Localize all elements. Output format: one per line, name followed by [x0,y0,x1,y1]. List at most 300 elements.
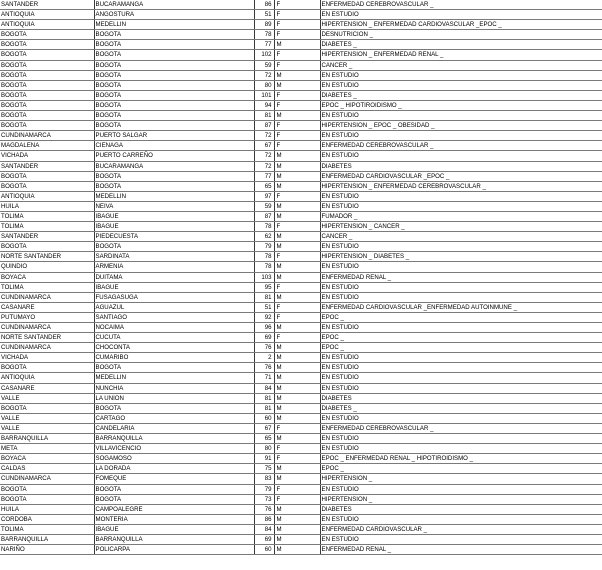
condition-cell: EN ESTUDIO [320,484,602,494]
age-cell: 101 [254,90,274,100]
municipality-cell: IBAGUE [94,211,254,221]
table-row [0,171,602,181]
table-row [0,181,602,191]
municipality-cell: SARDINATA [94,252,254,262]
municipality-cell: IBAGUE [94,282,254,292]
department-cell: CUNDINAMARCA [0,292,94,302]
sex-cell: M [274,413,320,423]
sex-cell: F [274,444,320,454]
age-cell: 102 [254,50,274,60]
condition-cell: EN ESTUDIO [320,242,602,252]
age-cell: 86 [254,0,274,10]
sex-cell: M [274,272,320,282]
sex-cell: M [274,80,320,90]
age-cell: 87 [254,121,274,131]
municipality-cell: DUITAMA [94,272,254,282]
department-cell: BOGOTA [0,111,94,121]
condition-cell: HIPERTENSION _ ENFERMEDAD RENAL _ [320,50,602,60]
sex-cell: M [274,514,320,524]
age-cell: 81 [254,111,274,121]
municipality-cell: MEDELLIN [94,20,254,30]
sex-cell: M [274,242,320,252]
age-cell: 77 [254,40,274,50]
department-cell: BOGOTA [0,90,94,100]
municipality-cell: IBAGUE [94,524,254,534]
department-cell: BOGOTA [0,171,94,181]
table-row [0,0,602,10]
table-row [0,262,602,272]
department-cell: PUTUMAYO [0,312,94,322]
sex-cell: F [274,252,320,262]
sex-cell: M [274,70,320,80]
municipality-cell: LA DORADA [94,464,254,474]
condition-cell: EPOC _ HIPOTIROIDISMO _ [320,100,602,110]
sex-cell: F [274,423,320,433]
age-cell: 94 [254,100,274,110]
department-cell: BOGOTA [0,242,94,252]
age-cell: 59 [254,60,274,70]
department-cell: VALLE [0,423,94,433]
sex-cell: M [274,40,320,50]
age-cell: 51 [254,302,274,312]
table-row [0,413,602,423]
condition-cell: EN ESTUDIO [320,363,602,373]
sex-cell: F [274,191,320,201]
sex-cell: M [274,292,320,302]
sex-cell: M [274,211,320,221]
department-cell: VICHADA [0,151,94,161]
age-cell: 103 [254,272,274,282]
sex-cell: M [274,534,320,544]
condition-cell: EN ESTUDIO [320,131,602,141]
municipality-cell: BOGOTA [94,171,254,181]
sex-cell: M [274,323,320,333]
table-row [0,90,602,100]
condition-cell: DIABETES [320,393,602,403]
sex-cell: F [274,282,320,292]
municipality-cell: BOGOTA [94,40,254,50]
municipality-cell: MEDELLIN [94,191,254,201]
age-cell: 76 [254,343,274,353]
sex-cell: M [274,201,320,211]
table-row [0,151,602,161]
condition-cell: EN ESTUDIO [320,353,602,363]
municipality-cell: BOGOTA [94,90,254,100]
municipality-cell: BOGOTA [94,60,254,70]
age-cell: 84 [254,383,274,393]
condition-cell: DESNUTRICION _ [320,30,602,40]
municipality-cell: ARMENIA [94,262,254,272]
sex-cell: M [274,151,320,161]
municipality-cell: POLICARPA [94,545,254,555]
department-cell: TOLIMA [0,282,94,292]
condition-cell: HIPERTENSION _ [320,494,602,504]
sex-cell: F [274,131,320,141]
municipality-cell: NEIVA [94,201,254,211]
condition-cell: ENFERMEDAD CEREBROVASCULAR _ [320,0,602,10]
condition-cell: ENFERMEDAD CEREBROVASCULAR _ [320,141,602,151]
department-cell: MAGDALENA [0,141,94,151]
age-cell: 89 [254,20,274,30]
condition-cell: CANCER _ [320,232,602,242]
table-row [0,191,602,201]
sex-cell: M [274,353,320,363]
table-row [0,524,602,534]
municipality-cell: AGUAZUL [94,302,254,312]
condition-cell: EN ESTUDIO [320,80,602,90]
age-cell: 79 [254,242,274,252]
municipality-cell: PUERTO CARREÑO [94,151,254,161]
municipality-cell: MONTERIA [94,514,254,524]
table-row [0,201,602,211]
municipality-cell: BARRANQUILLA [94,434,254,444]
table-row [0,333,602,343]
municipality-cell: BOGOTA [94,50,254,60]
department-cell: ANTIOQUIA [0,20,94,30]
age-cell: 65 [254,434,274,444]
age-cell: 72 [254,151,274,161]
sex-cell: M [274,403,320,413]
age-cell: 73 [254,494,274,504]
sex-cell: M [274,434,320,444]
sex-cell: F [274,141,320,151]
sex-cell: F [274,222,320,232]
table-row [0,70,602,80]
municipality-cell: ANGOSTURA [94,10,254,20]
sex-cell: F [274,484,320,494]
municipality-cell: CUMARIBO [94,353,254,363]
age-cell: 79 [254,484,274,494]
table-row [0,100,602,110]
department-cell: BOGOTA [0,100,94,110]
table-row [0,323,602,333]
department-cell: VALLE [0,413,94,423]
table-row [0,474,602,484]
table-row [0,343,602,353]
age-cell: 80 [254,80,274,90]
condition-cell: DIABETES _ [320,403,602,413]
age-cell: 78 [254,30,274,40]
municipality-cell: BOGOTA [94,111,254,121]
table-row [0,80,602,90]
condition-cell: EN ESTUDIO [320,434,602,444]
sex-cell: M [274,181,320,191]
condition-cell: ENFERMEDAD RENAL _ [320,545,602,555]
table-row [0,393,602,403]
department-cell: BARRANQUILLA [0,434,94,444]
age-cell: 69 [254,534,274,544]
table-row [0,464,602,474]
condition-cell: EN ESTUDIO [320,191,602,201]
age-cell: 91 [254,454,274,464]
condition-cell: EPOC _ ENFERMEDAD RENAL _ HIPOTIROIDISMO _ [320,454,602,464]
department-cell: BOGOTA [0,80,94,90]
department-cell: HUILA [0,201,94,211]
department-cell: BOGOTA [0,50,94,60]
age-cell: 72 [254,131,274,141]
department-cell: CASANARE [0,302,94,312]
table-row [0,131,602,141]
condition-cell: EN ESTUDIO [320,70,602,80]
department-cell: BOGOTA [0,30,94,40]
department-cell: CUNDINAMARCA [0,131,94,141]
table-row [0,242,602,252]
sex-cell: F [274,454,320,464]
condition-cell: EPOC _ [320,343,602,353]
sex-cell: F [274,333,320,343]
age-cell: 83 [254,474,274,484]
department-cell: BARRANQUILLA [0,534,94,544]
table-row [0,211,602,221]
sex-cell: F [274,30,320,40]
sex-cell: M [274,363,320,373]
department-cell: QUINDIO [0,262,94,272]
age-cell: 72 [254,161,274,171]
age-cell: 81 [254,292,274,302]
department-cell: CUNDINAMARCA [0,343,94,353]
age-cell: 69 [254,333,274,343]
table-row [0,353,602,363]
department-cell: BOGOTA [0,181,94,191]
age-cell: 77 [254,171,274,181]
condition-cell: HIPERTENSION _ DIABETES _ [320,252,602,262]
department-cell: ANTIOQUIA [0,373,94,383]
table-row [0,545,602,555]
department-cell: NORTE SANTANDER [0,333,94,343]
age-cell: 84 [254,524,274,534]
condition-cell: DIABETES _ [320,90,602,100]
municipality-cell: IBAGUE [94,222,254,232]
table-row [0,373,602,383]
age-cell: 87 [254,211,274,221]
department-cell: ANTIOQUIA [0,10,94,20]
table-row [0,161,602,171]
condition-cell: DIABETES [320,504,602,514]
condition-cell: HIPERTENSION _ EPOC _ OBESIDAD _ [320,121,602,131]
age-cell: 80 [254,444,274,454]
sex-cell: F [274,0,320,10]
age-cell: 96 [254,323,274,333]
table-row [0,20,602,30]
condition-cell: EN ESTUDIO [320,111,602,121]
age-cell: 60 [254,545,274,555]
table-row [0,444,602,454]
sex-cell: M [274,383,320,393]
department-cell: CORDOBA [0,514,94,524]
table-row [0,312,602,322]
age-cell: 72 [254,70,274,80]
sex-cell: F [274,10,320,20]
department-cell: BOGOTA [0,60,94,70]
sex-cell: F [274,302,320,312]
age-cell: 86 [254,514,274,524]
table-row [0,403,602,413]
sex-cell: F [274,50,320,60]
department-cell: CALDAS [0,464,94,474]
municipality-cell: MEDELLIN [94,373,254,383]
age-cell: 81 [254,403,274,413]
municipality-cell: SANTIAGO [94,312,254,322]
department-cell: CASANARE [0,383,94,393]
condition-cell: HIPERTENSION _ CANCER _ [320,222,602,232]
sex-cell: F [274,100,320,110]
department-cell: CUNDINAMARCA [0,323,94,333]
municipality-cell: LA UNION [94,393,254,403]
condition-cell: EPOC _ [320,333,602,343]
municipality-cell: CIENAGA [94,141,254,151]
municipality-cell: BOGOTA [94,494,254,504]
municipality-cell: BUCARAMANGA [94,0,254,10]
age-cell: 75 [254,464,274,474]
sex-cell: M [274,474,320,484]
sex-cell: F [274,312,320,322]
table-row [0,222,602,232]
table-row [0,383,602,393]
table-row [0,40,602,50]
municipality-cell: FUSAGASUGA [94,292,254,302]
table-row [0,484,602,494]
sex-cell: M [274,161,320,171]
condition-cell: EN ESTUDIO [320,413,602,423]
sex-cell: M [274,343,320,353]
age-cell: 76 [254,504,274,514]
department-cell: CUNDINAMARCA [0,474,94,484]
sex-cell: F [274,60,320,70]
municipality-cell: PIEDECUESTA [94,232,254,242]
department-cell: TOLIMA [0,222,94,232]
table-row [0,282,602,292]
condition-cell: ENFERMEDAD CARDIOVASCULAR _ [320,524,602,534]
condition-cell: EN ESTUDIO [320,262,602,272]
department-cell: BOGOTA [0,70,94,80]
sex-cell: M [274,464,320,474]
age-cell: 2 [254,353,274,363]
municipality-cell: CARTAGO [94,413,254,423]
sex-cell: M [274,232,320,242]
department-cell: TOLIMA [0,211,94,221]
age-cell: 97 [254,191,274,201]
sex-cell: M [274,373,320,383]
sex-cell: M [274,524,320,534]
municipality-cell: BUCARAMANGA [94,161,254,171]
municipality-cell: NOCAIMA [94,323,254,333]
condition-cell: EPOC _ [320,312,602,322]
municipality-cell: BOGOTA [94,181,254,191]
department-cell: BOGOTA [0,40,94,50]
condition-cell: EN ESTUDIO [320,323,602,333]
table-row [0,534,602,544]
condition-cell: ENFERMEDAD CEREBROVASCULAR _ [320,423,602,433]
sex-cell: M [274,545,320,555]
table-row [0,50,602,60]
table-row [0,434,602,444]
department-cell: SANTANDER [0,161,94,171]
condition-cell: EN ESTUDIO [320,10,602,20]
age-cell: 60 [254,413,274,423]
table-row [0,494,602,504]
department-cell: NARIÑO [0,545,94,555]
department-cell: NORTE SANTANDER [0,252,94,262]
age-cell: 78 [254,262,274,272]
table-row [0,232,602,242]
age-cell: 51 [254,10,274,20]
condition-cell: EN ESTUDIO [320,444,602,454]
table-row [0,60,602,70]
sex-cell: M [274,111,320,121]
municipality-cell: BOGOTA [94,30,254,40]
age-cell: 78 [254,252,274,262]
condition-cell: DIABETES _ [320,40,602,50]
municipality-cell: SOGAMOSO [94,454,254,464]
age-cell: 71 [254,373,274,383]
age-cell: 81 [254,393,274,403]
table-row [0,514,602,524]
municipality-cell: BOGOTA [94,100,254,110]
table-row [0,363,602,373]
municipality-cell: FOMEQUE [94,474,254,484]
municipality-cell: VILLAVICENCIO [94,444,254,454]
department-cell: BOGOTA [0,494,94,504]
age-cell: 78 [254,222,274,232]
department-cell: BOGOTA [0,403,94,413]
condition-cell: EN ESTUDIO [320,292,602,302]
table-row [0,111,602,121]
age-cell: 59 [254,201,274,211]
municipality-cell: BOGOTA [94,242,254,252]
sex-cell: F [274,121,320,131]
age-cell: 92 [254,312,274,322]
municipality-cell: CAMPOALEGRE [94,504,254,514]
sex-cell: M [274,171,320,181]
condition-cell: EN ESTUDIO [320,201,602,211]
department-cell: VALLE [0,393,94,403]
department-cell: BOYACA [0,272,94,282]
condition-cell: ENFERMEDAD CARDIOVASCULAR _EPOC _ [320,171,602,181]
sex-cell: F [274,90,320,100]
table-row [0,504,602,514]
table-row [0,423,602,433]
condition-cell: EN ESTUDIO [320,534,602,544]
condition-cell: HIPERTENSION _ ENFERMEDAD CEREBROVASCULAR _ [320,181,602,191]
age-cell: 95 [254,282,274,292]
municipality-cell: BARRANQUILLA [94,534,254,544]
condition-cell: EN ESTUDIO [320,282,602,292]
condition-cell: HIPERTENSION _ ENFERMEDAD CARDIOVASCULAR _EPOC _ [320,20,602,30]
department-cell: BOGOTA [0,363,94,373]
municipality-cell: BOGOTA [94,363,254,373]
table-row [0,10,602,20]
condition-cell: EPOC _ [320,464,602,474]
municipality-cell: CUCUTA [94,333,254,343]
condition-cell: CANCER _ [320,60,602,70]
department-cell: ANTIOQUIA [0,191,94,201]
municipality-cell: NUNCHIA [94,383,254,393]
sex-cell: M [274,393,320,403]
sex-cell: M [274,504,320,514]
condition-cell: HIPERTENSION _ [320,474,602,484]
table-row [0,454,602,464]
department-cell: BOYACA [0,454,94,464]
municipality-cell: BOGOTA [94,80,254,90]
municipality-cell: BOGOTA [94,70,254,80]
table-row [0,292,602,302]
table-row [0,302,602,312]
condition-cell: ENFERMEDAD CARDIOVASCULAR _ENFERMEDAD AUTOINMUNE _ [320,302,602,312]
sex-cell: M [274,262,320,272]
department-cell: BOGOTA [0,121,94,131]
condition-cell: EN ESTUDIO [320,514,602,524]
municipality-cell: CANDELARIA [94,423,254,433]
